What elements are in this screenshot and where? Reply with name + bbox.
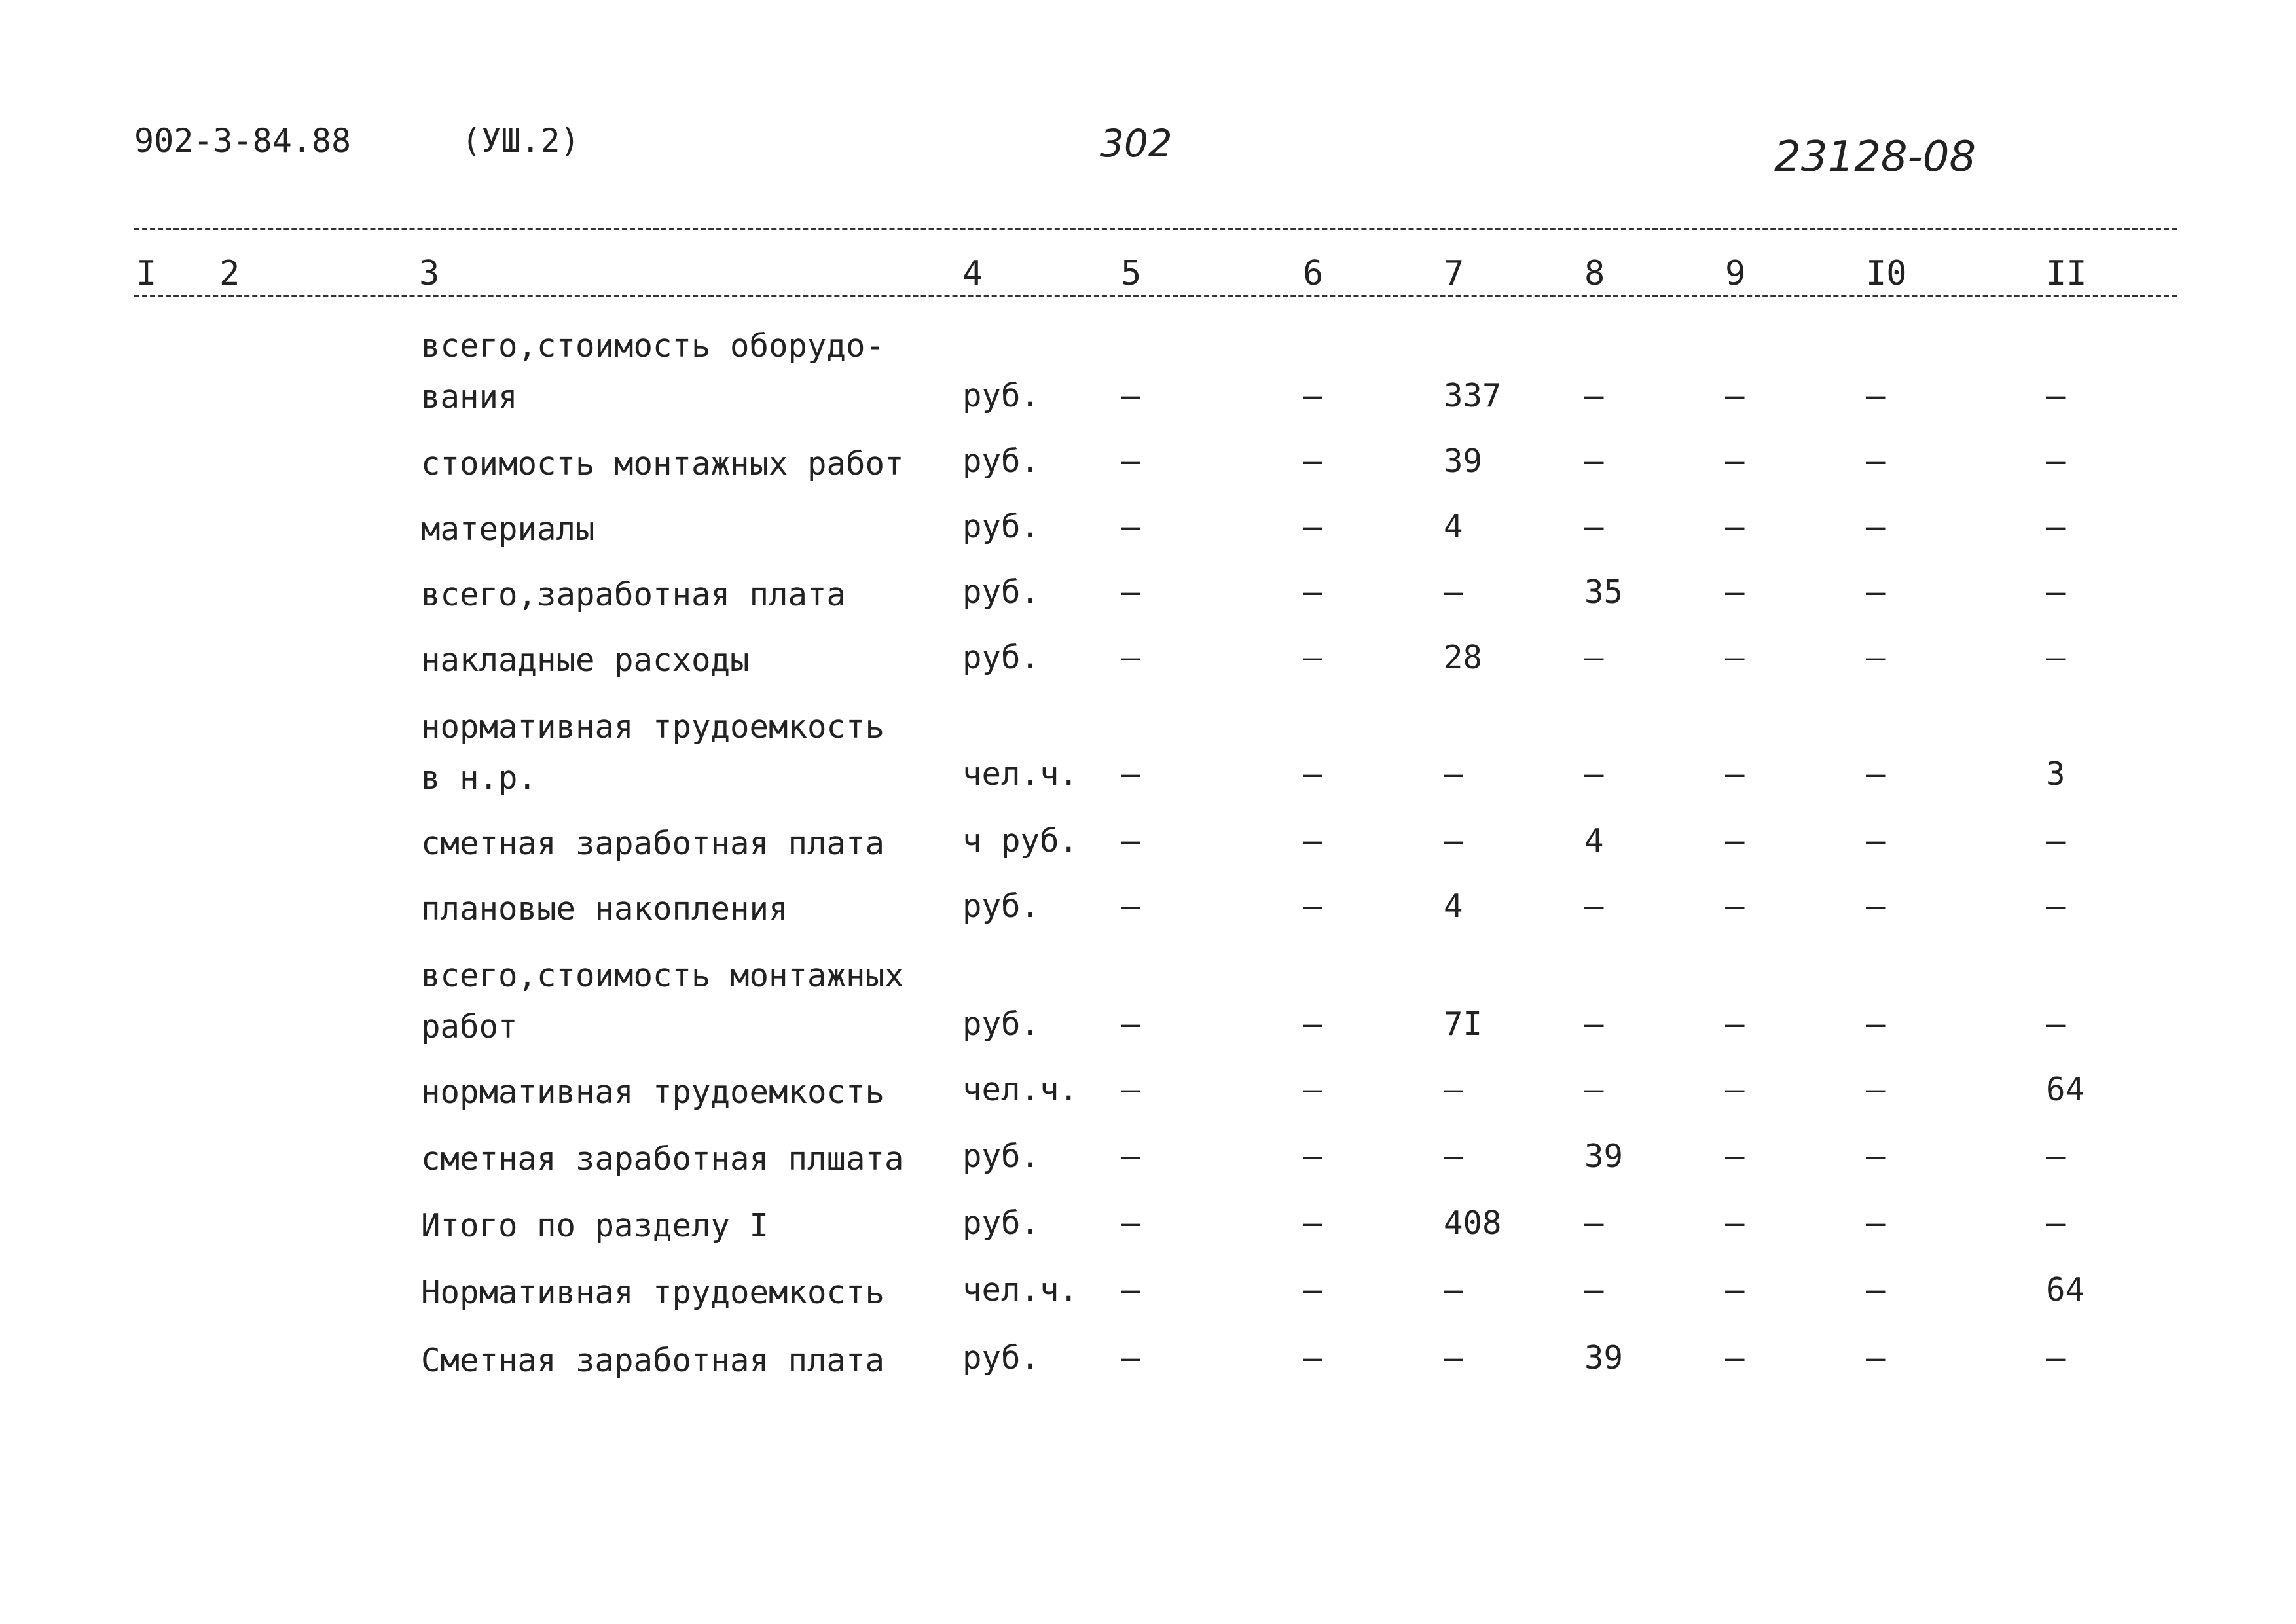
header-top-rule (134, 228, 2177, 230)
cell-col6: – (1303, 442, 1322, 480)
cell-col11: – (2046, 1204, 2066, 1242)
cell-col7: – (1444, 1071, 1463, 1108)
cell-col8: – (1584, 755, 1604, 793)
cell-col8: – (1584, 508, 1604, 545)
row-description: сметная заработная плата (421, 825, 885, 862)
row-unit: руб. (962, 888, 1040, 925)
cell-col7: 4 (1444, 508, 1463, 545)
cell-col8: 4 (1584, 822, 1604, 859)
row-unit: руб. (962, 1339, 1040, 1377)
row-unit: руб. (962, 508, 1040, 545)
cell-col7: – (1444, 573, 1463, 611)
cell-col9: – (1725, 639, 1745, 676)
row-description: всего,стоимость монтажных работ (421, 957, 904, 1045)
cell-col6: – (1303, 1339, 1322, 1377)
cell-col9: – (1725, 888, 1745, 925)
row-description: нормативная трудоемкость в н.р. (421, 708, 885, 797)
cell-col5: – (1121, 639, 1140, 676)
cell-col8: – (1584, 1271, 1604, 1308)
cell-col11: 64 (2046, 1271, 2085, 1308)
cell-col9: – (1725, 1271, 1745, 1308)
cell-col7: 408 (1444, 1204, 1502, 1242)
cell-col6: – (1303, 508, 1322, 545)
cell-col6: – (1303, 822, 1322, 859)
row-unit: ч руб. (962, 822, 1079, 859)
cell-col6: – (1303, 377, 1322, 414)
album-number: (УШ.2) (462, 122, 580, 160)
cell-col9: – (1725, 755, 1745, 793)
row-unit: чел.ч. (962, 755, 1079, 793)
cell-col5: – (1121, 1138, 1140, 1175)
row-description: накладные расходы (421, 641, 750, 679)
cell-col11: – (2046, 822, 2066, 859)
column-number-2: 2 (219, 254, 240, 293)
row-unit: руб. (962, 639, 1040, 676)
cell-col10: – (1866, 573, 1886, 611)
cell-col6: – (1303, 1071, 1322, 1108)
cell-col10: – (1866, 442, 1886, 480)
cell-col9: – (1725, 1138, 1745, 1175)
cell-col8: – (1584, 888, 1604, 925)
cell-col11: 64 (2046, 1071, 2085, 1108)
cell-col5: – (1121, 888, 1140, 925)
cell-col6: – (1303, 888, 1322, 925)
cell-col6: – (1303, 1271, 1322, 1308)
row-unit: руб. (962, 1138, 1040, 1175)
cell-col5: – (1121, 1005, 1140, 1043)
cell-col8: 35 (1584, 573, 1624, 611)
doc-code: 902-3-84.88 (134, 122, 352, 160)
column-number-5: 5 (1121, 254, 1142, 293)
row-description: плановые накопления (421, 890, 788, 928)
cell-col11: – (2046, 442, 2066, 480)
cell-col5: – (1121, 1071, 1140, 1108)
row-description: материалы (421, 511, 595, 548)
cell-col8: – (1584, 442, 1604, 480)
row-description: стоимость монтажных работ (421, 445, 904, 482)
column-number-10: I0 (1866, 254, 1907, 293)
cell-col11: – (2046, 639, 2066, 676)
row-unit: руб. (962, 1204, 1040, 1242)
cell-col5: – (1121, 822, 1140, 859)
cell-col5: – (1121, 1339, 1140, 1377)
cell-col10: – (1866, 639, 1886, 676)
cell-col10: – (1866, 822, 1886, 859)
cell-col7: 28 (1444, 639, 1483, 676)
cell-col9: – (1725, 1005, 1745, 1043)
cell-col7: 337 (1444, 377, 1502, 414)
cell-col8: 39 (1584, 1138, 1624, 1175)
cell-col11: 3 (2046, 755, 2066, 793)
column-number-6: 6 (1303, 254, 1324, 293)
column-number-7: 7 (1444, 254, 1465, 293)
cell-col10: – (1866, 1071, 1886, 1108)
cell-col8: – (1584, 1071, 1604, 1108)
cell-col7: 39 (1444, 442, 1483, 480)
cell-col5: – (1121, 755, 1140, 793)
cell-col7: – (1444, 822, 1463, 859)
cell-col11: – (2046, 1339, 2066, 1377)
cell-col7: – (1444, 1271, 1463, 1308)
cell-col6: – (1303, 1138, 1322, 1175)
cell-col9: – (1725, 442, 1745, 480)
cell-col8: – (1584, 639, 1604, 676)
cell-col7: – (1444, 755, 1463, 793)
cell-col8: – (1584, 1005, 1604, 1043)
cell-col6: – (1303, 1005, 1322, 1043)
cell-col6: – (1303, 755, 1322, 793)
row-description: нормативная трудоемкость (421, 1074, 885, 1111)
cell-col10: – (1866, 1204, 1886, 1242)
cell-col10: – (1866, 377, 1886, 414)
cell-col11: – (2046, 888, 2066, 925)
row-description: всего,заработная плата (421, 576, 847, 613)
page-number: 302 (1100, 121, 1173, 166)
cell-col5: – (1121, 1271, 1140, 1308)
cell-col7: 7I (1444, 1005, 1483, 1043)
cell-col11: – (2046, 1005, 2066, 1043)
cell-col5: – (1121, 573, 1140, 611)
cell-col9: – (1725, 573, 1745, 611)
row-unit: руб. (962, 1005, 1040, 1043)
column-number-1: I (136, 254, 157, 293)
cell-col5: – (1121, 1204, 1140, 1242)
cell-col9: – (1725, 1071, 1745, 1108)
cell-col10: – (1866, 1271, 1886, 1308)
cell-col7: 4 (1444, 888, 1463, 925)
row-unit: чел.ч. (962, 1071, 1079, 1108)
cell-col10: – (1866, 1339, 1886, 1377)
cell-col8: – (1584, 377, 1604, 414)
row-unit: руб. (962, 573, 1040, 611)
column-number-3: 3 (419, 254, 440, 293)
cell-col11: – (2046, 1138, 2066, 1175)
row-description: Сметная заработная плата (421, 1342, 885, 1379)
cell-col11: – (2046, 377, 2066, 414)
cell-col5: – (1121, 377, 1140, 414)
cell-col5: – (1121, 442, 1140, 480)
cell-col10: – (1866, 508, 1886, 545)
row-unit: чел.ч. (962, 1271, 1079, 1308)
column-number-4: 4 (962, 254, 983, 293)
cell-col5: – (1121, 508, 1140, 545)
row-description: Нормативная трудоемкость (421, 1274, 885, 1311)
cell-col9: – (1725, 1339, 1745, 1377)
cell-col8: 39 (1584, 1339, 1624, 1377)
cell-col6: – (1303, 1204, 1322, 1242)
row-unit: руб. (962, 377, 1040, 414)
cell-col11: – (2046, 573, 2066, 611)
cell-col10: – (1866, 1138, 1886, 1175)
cell-col6: – (1303, 639, 1322, 676)
inventory-stamp: 23128-08 (1774, 133, 1977, 181)
row-unit: руб. (962, 442, 1040, 480)
cell-col10: – (1866, 888, 1886, 925)
cell-col10: – (1866, 1005, 1886, 1043)
cell-col9: – (1725, 822, 1745, 859)
cell-col6: – (1303, 573, 1322, 611)
row-description: Итого по разделу I (421, 1207, 769, 1244)
row-description: всего,стоимость оборудо- вания (421, 327, 885, 416)
cell-col9: – (1725, 1204, 1745, 1242)
cell-col9: – (1725, 377, 1745, 414)
cell-col7: – (1444, 1138, 1463, 1175)
column-number-11: II (2046, 254, 2087, 293)
cell-col10: – (1866, 755, 1886, 793)
column-number-9: 9 (1725, 254, 1746, 293)
column-number-8: 8 (1584, 254, 1605, 293)
cell-col7: – (1444, 1339, 1463, 1377)
header-bottom-rule (134, 295, 2177, 297)
row-description: сметная заработная плшата (421, 1140, 904, 1178)
cell-col11: – (2046, 508, 2066, 545)
cell-col8: – (1584, 1204, 1604, 1242)
cell-col9: – (1725, 508, 1745, 545)
